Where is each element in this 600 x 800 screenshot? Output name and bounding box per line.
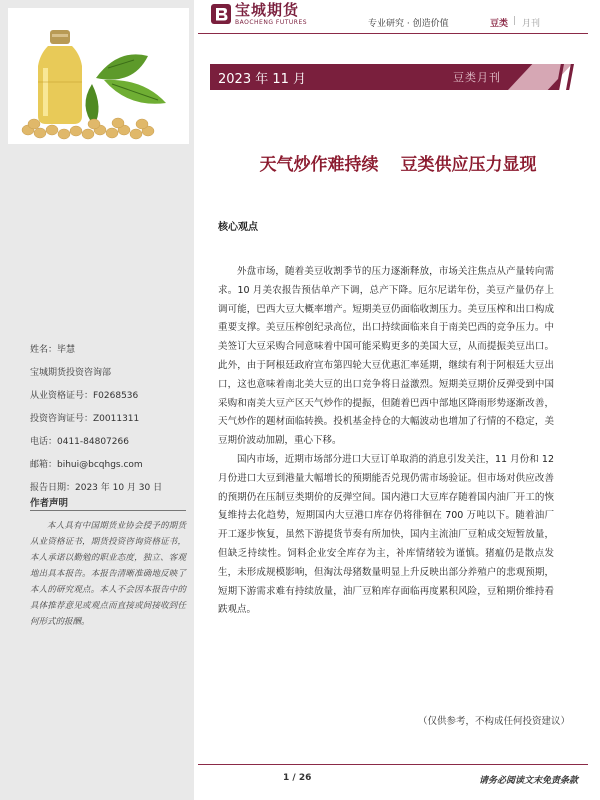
report-date: 报告日期：2023 年 10 月 30 日 (30, 483, 163, 493)
statement-divider (30, 510, 186, 511)
logo-chinese-name: 宝城期货 (235, 1, 300, 19)
header-category: 豆类 (490, 19, 509, 29)
paragraph-domestic-market: 国内市场，近期市场部分进口大豆订单取消的消息引发关注，11 月份和 12 月份进口大豆到港量大幅增长的预期能否兑现仍需市场验证。但市场对供应改善的预期仍在压制豆类期价的反弹空间。国内港口大豆库存随着国内油厂开工的恢复维持去化趋势，短期国内大豆港口库存仍将徘徊在 700 万吨以下。随着油厂开工逐步恢复，虽然下游提货节奏有所加快，国内主流油厂豆粕成交短暂放量，但缺乏持续性。饲料企业安全库存为主，补库情绪较为谨慎。猪瘟仍是散点发生，未形成规模影响，但淘汰母猪数量明显上升反映出部分养殖户的悲观预期，短期下游需求难有持续放量，油厂豆粕库存面临再度累积风险，豆粕期价维持看跌观点。 (218, 453, 554, 616)
soybean-oil-image (8, 8, 189, 144)
paragraph-overseas-market: 外盘市场，随着美豆收割季节的压力逐渐释放，市场关注焦点从产量转向需求。10 月美农报告预估单产下调，总产下降。厄尔尼诺年份，美豆产量仍存上调可能，巴西大豆大概率增产。短期美豆仍面临收割压力。美豆压榨和出口构成重要支撑。美豆压榨创纪录高位，出口持续面临来自于南美巴西的竞争压力。中美签订大豆采购合同意味着中国可能采购更多的美国大豆，从而提振美豆出口。此外，由于阿根廷政府宣布第四轮大豆优惠汇率延期，继续有利于阿根廷大豆出口，这也意味着南北美大豆的出口竞争将日益激烈。短期美豆期价反弹受到中国采购和南美大豆产区天气炒作的提振，但随着巴西中部地区降雨形势逐渐改善，天气炒作的题材面临转换。投机基金持仓的大幅波动也增加了行情的不稳定，美豆期价波动加剧，重心下移。 (218, 266, 554, 447)
disclaimer: （仅供参考，不构成任何投资建议） (417, 716, 570, 727)
author-statement-body: 本人具有中国期货业协会授予的期货从业资格证书，期货投资咨询资格证书，本人承诺以勤勉的职业态度，独立、客观地出具本报告。本报告清晰准确地反映了本人的研究观点。本人不会因本报告中的具体推荐意见或观点而直接或间接收到任何形式的报酬。 (30, 521, 186, 627)
company-tagline: 专业研究 · 创造价值 (368, 19, 449, 29)
analyst-email[interactable]: 邮箱：bihui@bcqhgs.com (30, 460, 143, 470)
analyst-cert: 从业资格证号：F0268536 (30, 391, 139, 401)
sidebar (0, 0, 194, 800)
banner-report-name: 豆类月刊 (453, 71, 501, 84)
header-report-type: 月刊 (522, 19, 541, 29)
author-statement-title: 作者声明 (30, 498, 69, 509)
core-views-heading: 核心观点 (218, 222, 258, 233)
analyst-name: 姓名：毕慧 (30, 345, 76, 355)
report-title (208, 150, 588, 175)
analyst-contact (30, 339, 190, 500)
analyst-advisory-cert: 投资咨询证号：Z0011311 (30, 414, 140, 424)
report-title-part2: 豆类供应压力显现 (400, 155, 537, 175)
logo-english-name: BAOCHENG FUTURES (235, 19, 308, 26)
footer-divider (198, 764, 588, 765)
footer-note: 请务必阅读文末免责条款 (478, 776, 578, 786)
banner-date: 2023 年 11 月 (218, 72, 307, 87)
report-body (218, 263, 554, 620)
page-number: 1 / 26 (283, 773, 312, 783)
report-title-part1: 天气炒作难持续 (259, 155, 379, 175)
logo-mark-icon (210, 3, 232, 25)
header-separator: | (513, 16, 517, 26)
analyst-company: 宝城期货投资咨询部 (30, 368, 112, 378)
cover-image (8, 8, 189, 144)
analyst-phone: 电话：0411-84807266 (30, 437, 129, 447)
company-logo (210, 2, 307, 26)
header-divider (198, 33, 588, 34)
